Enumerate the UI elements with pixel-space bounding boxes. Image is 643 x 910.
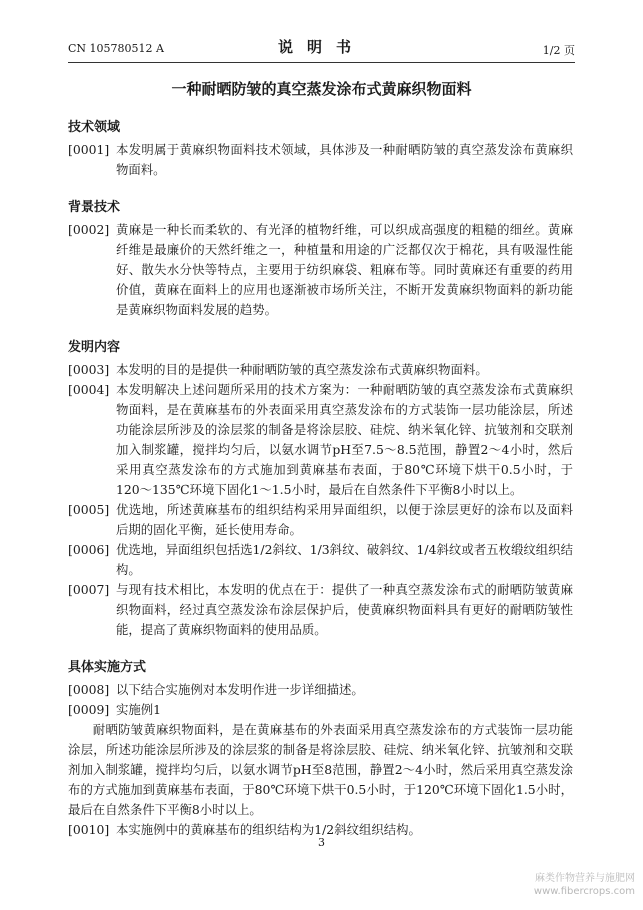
section-heading: 发明内容: [68, 340, 121, 355]
paragraph-text: 实施例1: [116, 702, 162, 717]
paragraph-number: [0002]: [68, 222, 110, 237]
paragraph: [68, 220, 573, 320]
patent-number: CN 105780512 A: [68, 42, 164, 55]
section-heading: 具体实施方式: [68, 660, 147, 675]
watermark-line: 麻类作物营养与施肥网: [535, 873, 635, 884]
section-heading: 背景技术: [68, 200, 121, 215]
paragraph-number: [0004]: [68, 382, 110, 397]
paragraph-text: 黄麻是一种长而柔软的、有光泽的植物纤维，可以织成高强度的粗糙的细丝。黄麻纤维是最廉价的天然纤维之一，种植量和用途的广泛都仅次于棉花，具有吸湿性能好、散失水分快等特点，主要用于纺织麻袋、粗麻布等。同时黄麻还有重要的药用价值，黄麻在面料上的应用也逐渐被市场所关注，不断开发黄麻织物面料的新功能是黄麻织物面料发展的趋势。: [116, 222, 573, 317]
example-body-text: 耐晒防皱黄麻织物面料，是在黄麻基布的外表面采用真空蒸发涂布的方式装饰一层功能涂层，所述功能涂层所涉及的涂层浆的制备是将涂层胶、硅烷、纳米氧化锌、抗皱剂和交联剂加入制浆罐，搅拌均匀后，以氨水调节pH至8范围，静置2～4小时，然后采用真空蒸发涂布的方式施加到黄麻基布表面，于80℃环境下烘干0.5小时，于120℃环境下固化1.5小时，最后在自然条件下平衡8小时以上。: [68, 722, 573, 817]
paragraph: [68, 700, 573, 720]
paragraph-text: 优选地，异面组织包括选1/2斜纹、1/3斜纹、破斜纹、1/4斜纹或者五枚缎纹组织结构。: [116, 542, 573, 577]
paragraph-text: 本发明解决上述问题所采用的技术方案为：一种耐晒防皱的真空蒸发涂布式黄麻织物面料，是在黄麻基布的外表面采用真空蒸发涂布的方式装饰一层功能涂层，所述功能涂层所涉及的涂层浆的制备是将涂层胶、硅烷、纳米氧化锌、抗皱剂和交联剂加入制浆罐，搅拌均匀后，以氨水调节pH至7.5～8.5范围，静置2～4小时，然后采用真空蒸发涂布的方式施加到黄麻基布表面，于80℃环境下烘干0.5小时，于120～135℃环境下固化1～1.5小时，最后在自然条件下平衡8小时以上。: [116, 382, 573, 497]
paragraph-number: [0009]: [68, 702, 110, 717]
paragraph-text: 与现有技术相比，本发明的优点在于：提供了一种真空蒸发涂布式的耐晒防皱黄麻织物面料，经过真空蒸发涂布涂层保护后，使黄麻织物面料具有更好的耐晒防皱性能，提高了黄麻织物面料的使用品质。: [116, 582, 573, 637]
paragraph: [68, 360, 573, 380]
paragraph-number: [0006]: [68, 542, 110, 557]
paragraph: [68, 380, 573, 500]
paragraph-text: 以下结合实施例对本发明作进一步详细描述。: [116, 682, 364, 697]
document-title: 一种耐晒防皱的真空蒸发涂布式黄麻织物面料: [171, 80, 472, 98]
paragraph: [68, 540, 573, 580]
paragraph: [68, 680, 573, 700]
watermark: [534, 872, 635, 898]
paragraph-text: 本发明属于黄麻织物面料技术领域，具体涉及一种耐晒防皱的真空蒸发涂布黄麻织物面料。: [116, 142, 573, 177]
paragraph-text: 本实施例中的黄麻基布的组织结构为1/2斜纹组织结构。: [116, 822, 421, 837]
paragraph-number: [0007]: [68, 582, 110, 597]
paragraph-text: 本发明的目的是提供一种耐晒防皱的真空蒸发涂布式黄麻织物面料。: [116, 362, 488, 377]
document-body: [68, 118, 573, 840]
paragraph-number: [0001]: [68, 142, 110, 157]
paragraph: [68, 140, 573, 180]
paragraph: [68, 580, 573, 640]
section-heading: 技术领域: [68, 120, 121, 135]
paragraph-number: [0003]: [68, 362, 110, 377]
paragraph-number: [0005]: [68, 502, 110, 517]
page-number: 3: [318, 836, 325, 849]
paragraph-number: [0008]: [68, 682, 110, 697]
paragraph-text: 优选地，所述黄麻基布的组织结构采用异面组织，以便于涂层更好的涂布以及面料后期的固化平衡，延长使用寿命。: [116, 502, 573, 537]
page-header: [68, 32, 575, 63]
paragraph-number: [0010]: [68, 822, 110, 837]
paragraph: [68, 500, 573, 540]
document-type: 说明书: [277, 38, 365, 56]
watermark-line: www.fibercrops.com: [533, 886, 635, 897]
page-info: 1/2 页: [542, 44, 575, 57]
